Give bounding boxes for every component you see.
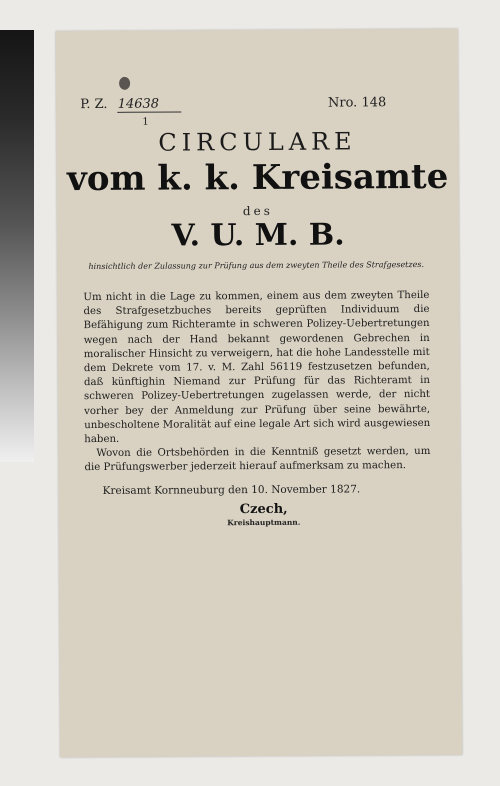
small-mark: 1 [142,116,149,128]
signature-title: Kreishauptmann. [227,517,301,528]
document-body [83,289,430,476]
document-subtitle: hinsichtlich der Zulassung zur Prüfung aus dem zweyten Theile des Strafgesetzes. [88,259,425,272]
grey-scale-calibration-strip [0,30,34,462]
signature-name: Czech, [239,501,288,518]
circular-number: Nro. 148 [327,95,387,111]
title-des: des [242,203,273,219]
body-paragraph-1: Um nicht in die Lage zu kommen, einem aus dem zweyten Theile des Strafgesetzbuches bereits geprüften Individuum die Befähigung zum Richteramte in schweren Polizey-Uebertretungen wegen nach der Hand bekannt gewordenen Gebrechen in moralischer Hinsicht zu verweigern, hat die hohe Landesstelle mit dem Dekrete vom 17. v. M. Zahl 56119 festzusetzen befunden, daß künftighin Niemand zur Prüfung für das Richteramt in schweren Polizey-Uebertretungen zugelassen werde, der nicht vorher bey der Anmeldung zur Prüfung über seine bewährte, unbescholtene Moralität auf eine legale Art sich wird ausgewiesen haben. [83,289,431,446]
title-region: V. U. M. B. [171,217,345,254]
title-circulare: CIRCULARE [158,127,357,157]
document-sheet [56,29,462,757]
date-line: Kreisamt Kornneuburg den 10. November 1827. [102,483,361,497]
body-paragraph-2: Wovon die Ortsbehörden in die Kenntniß gesetzt werden, um die Prüfungswerber jederzeit hierauf aufmerksam zu machen. [84,446,431,474]
pz-label: P. Z. [80,96,108,113]
title-kreisamt: vom k. k. Kreisamte [66,156,449,200]
pz-number: 14638 [118,96,182,112]
pz-reference [80,96,182,113]
punch-hole-mark [119,77,130,90]
